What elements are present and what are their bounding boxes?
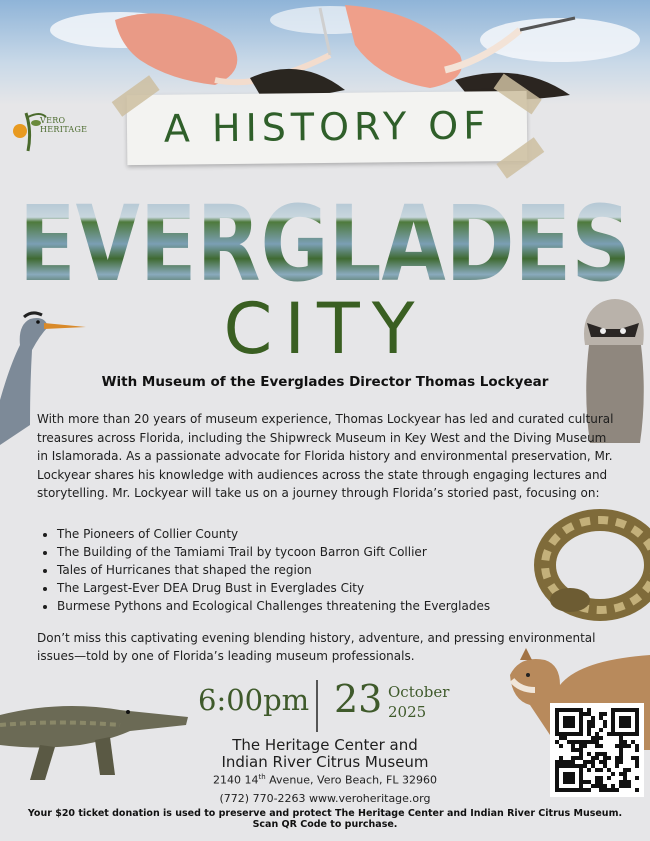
closing-paragraph: Don’t miss this captivating evening blending history, adventure, and pressing environmental issues—told by one of Florida’s leading museum professionals. — [37, 631, 596, 663]
spoonbill-birds-image — [0, 0, 650, 105]
title-card — [127, 91, 528, 165]
contact-line[interactable]: (772) 770-2263 www.veroheritage.org — [219, 792, 431, 805]
footer-line1: Your $20 ticket donation is used to preserve and protect The Heritage Center and Indian River Citrus Museum. — [27, 808, 623, 819]
event-month: October — [388, 683, 450, 701]
list-item: • The Largest-Ever DEA Drug Bust in Everglades City — [57, 579, 557, 597]
event-year: 2025 — [388, 703, 427, 721]
python-image — [530, 505, 650, 630]
event-day: 23 — [334, 677, 383, 721]
qr-code-icon — [550, 703, 644, 797]
list-item: • The Building of the Tamiami Trail by tycoon Barron Gift Collier — [57, 543, 557, 561]
everglades-title-word — [0, 178, 650, 288]
footer-note — [20, 808, 630, 830]
venue-name-line1: The Heritage Center and — [232, 736, 418, 754]
address-number: 2140 14 — [212, 773, 259, 787]
address-suffix: th — [258, 773, 266, 781]
sky-header-image — [0, 0, 650, 105]
list-item: • The Pioneers of Collier County — [57, 525, 557, 543]
list-item: • Tales of Hurricanes that shaped the region — [57, 561, 557, 579]
qr-code[interactable] — [550, 703, 644, 797]
logo-text-vero: VERO — [40, 116, 66, 125]
footer-line2: Scan QR Code to purchase. — [252, 819, 398, 830]
address-rest: Avenue, Vero Beach, FL 32960 — [265, 773, 437, 787]
venue-address — [180, 773, 470, 787]
alligator-image — [0, 695, 190, 795]
intro-paragraph: With more than 20 years of museum experience, Thomas Lockyear has led and curated cultural treasures across Florida, including the Shipwreck Museum in Key West and the Diving Museum in Islamorada. As a passionate advocate for Florida history and environmental preservation, Mr. Lockyear shares his knowledge with audiences across the state through engaging lectures and storytelling. Mr. Lockyear will take us on a journey through Florida’s storied past, focusing on: — [37, 412, 614, 500]
venue-name-line2: Indian River Citrus Museum — [221, 753, 429, 771]
list-item: • Burmese Pythons and Ecological Challenges threatening the Everglades — [57, 597, 557, 615]
title-line-a-history-of: A HISTORY OF — [163, 103, 491, 151]
date-divider — [316, 680, 318, 732]
event-time: 6:00pm — [198, 683, 310, 717]
logo-text-heritage: HERITAGE — [40, 125, 88, 134]
topic-list — [37, 525, 557, 615]
title-line-everglades: EVERGLADES — [19, 183, 631, 288]
speaker-subtitle: With Museum of the Everglades Director Thomas Lockyear — [101, 374, 549, 390]
title-line-city: CITY — [223, 288, 427, 370]
vero-heritage-logo — [10, 103, 90, 153]
